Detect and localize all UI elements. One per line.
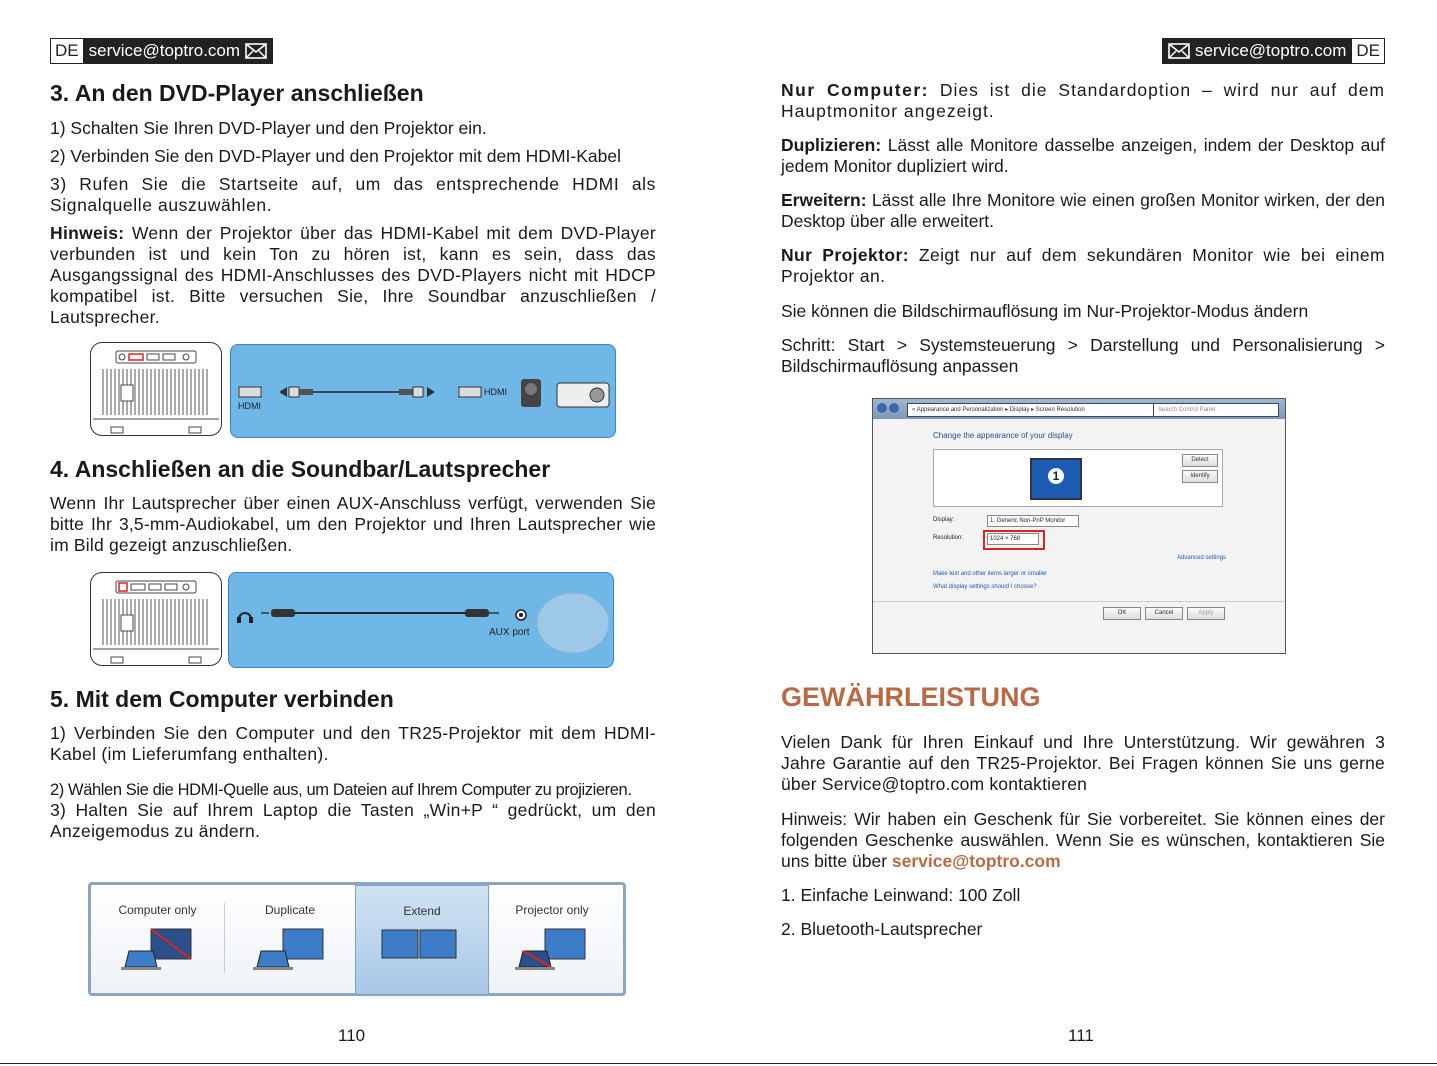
advanced-settings-link: Advanced settings (1177, 555, 1227, 561)
window-heading: Change the appearance of your display (933, 431, 1073, 440)
note-label: Hinweis: (50, 223, 125, 243)
warranty-p1: Vielen Dank für Ihren Einkauf und Ihre Unterstützung. Wir gewähren 3 Jahre Garantie auf den TR25-Projektor. Bei Fragen können Sie uns gerne über Service@toptro.com kontaktieren (781, 732, 1385, 794)
window-titlebar (873, 399, 1285, 419)
resolution-note: Sie können die Bildschirmauflösung im Nur-Projektor-Modus ändern (781, 301, 1309, 321)
cancel-button: Cancel (1145, 607, 1183, 620)
hdmi-cable-icon (231, 345, 615, 437)
mode-desc-duplicate (781, 135, 1385, 177)
extended-monitors-icon (356, 886, 488, 994)
aux-cable-panel (228, 572, 614, 668)
s3-step3: 3) Rufen Sie die Startseite auf, um das entsprechende HDMI als Signalquelle auszuwählen. (50, 174, 656, 215)
mode-label: Projector only (515, 903, 589, 917)
settings-path: Schritt: Start > Systemsteuerung > Darstellung und Personalisierung > Bildschirmauflösung anpassen (781, 335, 1385, 376)
forward-icon (889, 403, 899, 413)
warranty-email-link[interactable]: service@toptro.com (891, 851, 1061, 871)
detect-button: Detect (1182, 454, 1218, 467)
address-bar: « Appearance and Personalization ▸ Display ▸ Screen Resolution (907, 403, 1183, 417)
mode-label: Duplicate (264, 903, 316, 917)
dvd-connection-diagram (90, 342, 616, 440)
warranty-p2-text: Hinweis: Wir haben ein Geschenk für Sie vorbereitet. Sie können eines der folgenden Geschenke auswählen. Wenn Sie es wünschen, kontaktieren Sie uns bitte über (781, 809, 1385, 871)
page-number: 110 (338, 1026, 366, 1045)
search-box: Search Control Panel (1153, 403, 1279, 417)
header-badge-left (50, 38, 273, 64)
s3-step1: 1) Schalten Sie Ihren DVD-Player und den Projektor ein. (50, 118, 487, 138)
dvd-cable-panel (230, 344, 616, 438)
header-email: service@toptro.com (1194, 41, 1347, 60)
gift-1: 1. Einfache Leinwand: 100 Zoll (781, 885, 1021, 905)
s5-step2: 2) Wählen Sie die HDMI-Quelle aus, um Dateien auf Ihrem Computer zu projizieren. (50, 781, 632, 799)
laptop-off-monitor-on-icon (487, 885, 617, 993)
projector-illustration (90, 342, 222, 436)
mode-desc-label: Duplizieren: (781, 135, 882, 155)
s4-text: Wenn Ihr Lautsprecher über einen AUX-Anschluss verfügt, verwenden Sie bitte Ihr 3,5-mm-Audiokabel, um den Projektor und Ihren Lautsprecher wie im Bild gezeigt anzuschließen. (50, 493, 656, 555)
mode-extend (355, 885, 489, 995)
left-page (0, 0, 718, 1066)
aux-cable-icon (229, 573, 613, 667)
monitor-icon (1030, 458, 1082, 500)
identify-button: Identify (1182, 470, 1218, 483)
apply-button: Apply (1187, 607, 1225, 620)
mode-desc-text: Lässt alle Monitore dasselbe anzeigen, indem der Desktop auf jedem Monitor dupliziert wird. (781, 135, 1385, 176)
resolution-label: Resolution: (933, 535, 964, 541)
section-4-title: 4. Anschließen an die Soundbar/Lautsprecher (50, 456, 551, 482)
mode-duplicate (225, 885, 355, 993)
mode-computer-only (91, 885, 224, 993)
section-5-title: 5. Mit dem Computer verbinden (50, 686, 394, 712)
text-size-link: Make text and other items larger or smaller (933, 571, 1048, 577)
warranty-title: GEWÄHRLEISTUNG (781, 682, 1041, 712)
screen-resolution-window (872, 398, 1286, 654)
projector-ports-icon (91, 573, 221, 665)
monitor-preview (933, 449, 1223, 507)
mode-desc-text: Dies ist die Standardoption – wird nur auf dem Hauptmonitor angezeigt. (781, 80, 1386, 121)
section-3-title: 3. An den DVD-Player anschließen (50, 80, 424, 106)
header-badge-right (1162, 38, 1385, 64)
mode-desc-label: Nur Projektor: (781, 245, 909, 265)
ok-button: OK (1103, 607, 1141, 620)
s3-note (50, 223, 656, 328)
aux-port-label: AUX port (489, 627, 530, 638)
mode-desc-label: Nur Computer: (781, 80, 929, 100)
warranty-p2 (781, 809, 1385, 872)
envelope-icon (245, 43, 267, 59)
s3-step2: 2) Verbinden Sie den DVD-Player und den Projektor mit dem HDMI-Kabel (50, 146, 621, 166)
note-text: Wenn der Projektor über das HDMI-Kabel mit dem DVD-Player verbunden ist und kein Ton zu hören ist, kann es sein, dass das Ausgangssignal des HDMI-Anschlusses des DVD-Players nicht mit HDCP kompatibel ist. Bitte versuchen Sie, Ihre Soundbar anzuschließen / Lautsprecher. (50, 223, 656, 327)
footer-divider (873, 601, 1285, 602)
projector-ports-icon (91, 343, 221, 435)
mode-label: Computer only (118, 903, 197, 917)
mode-desc-computer (781, 80, 1385, 122)
envelope-icon (1168, 43, 1190, 59)
s5-step3: 3) Halten Sie auf Ihrem Laptop die Tasten „Win+P “ gedrückt, um den Anzeigemodus zu ändern. (50, 800, 656, 841)
mode-desc-text: Lässt alle Ihre Monitore wie einen großen Monitor wirken, der den Desktop über alle erweitert. (781, 190, 1385, 231)
hdmi-label-left: HDMI (238, 401, 261, 411)
language-code: DE (1351, 39, 1384, 63)
page-number: 111 (1068, 1026, 1094, 1045)
display-mode-selector (88, 882, 626, 996)
display-select: 1. Generic Non-PnP Monitor (987, 515, 1079, 527)
bottom-rule (0, 1063, 1437, 1064)
header-email: service@toptro.com (88, 41, 241, 60)
resolution-select: 1024 × 768 (987, 533, 1039, 545)
mode-desc-label: Erweitern: (781, 190, 867, 210)
display-label: Display: (933, 517, 955, 523)
language-code: DE (51, 39, 84, 63)
mode-label: Extend (403, 904, 441, 918)
gift-2: 2. Bluetooth-Lautsprecher (781, 919, 983, 939)
monitor-number: 1 (1048, 468, 1064, 484)
hdmi-label-right: HDMI (484, 387, 507, 397)
mode-desc-text: Zeigt nur auf dem sekundären Monitor wie bei einem Projektor an. (781, 245, 1385, 286)
laptop-monitor-duplicate-icon (225, 885, 355, 993)
mode-desc-extend (781, 190, 1385, 232)
projector-illustration (90, 572, 222, 666)
mode-projector-only (487, 885, 617, 993)
display-help-link: What display settings should I choose? (933, 584, 1037, 590)
aux-connection-diagram (90, 572, 616, 670)
back-icon (877, 403, 887, 413)
laptop-monitor-off-icon (91, 885, 224, 993)
s5-step1: 1) Verbinden Sie den Computer und den TR25-Projektor mit dem HDMI-Kabel (im Lieferumfang enthalten). (50, 723, 656, 764)
mode-desc-projector (781, 245, 1385, 287)
